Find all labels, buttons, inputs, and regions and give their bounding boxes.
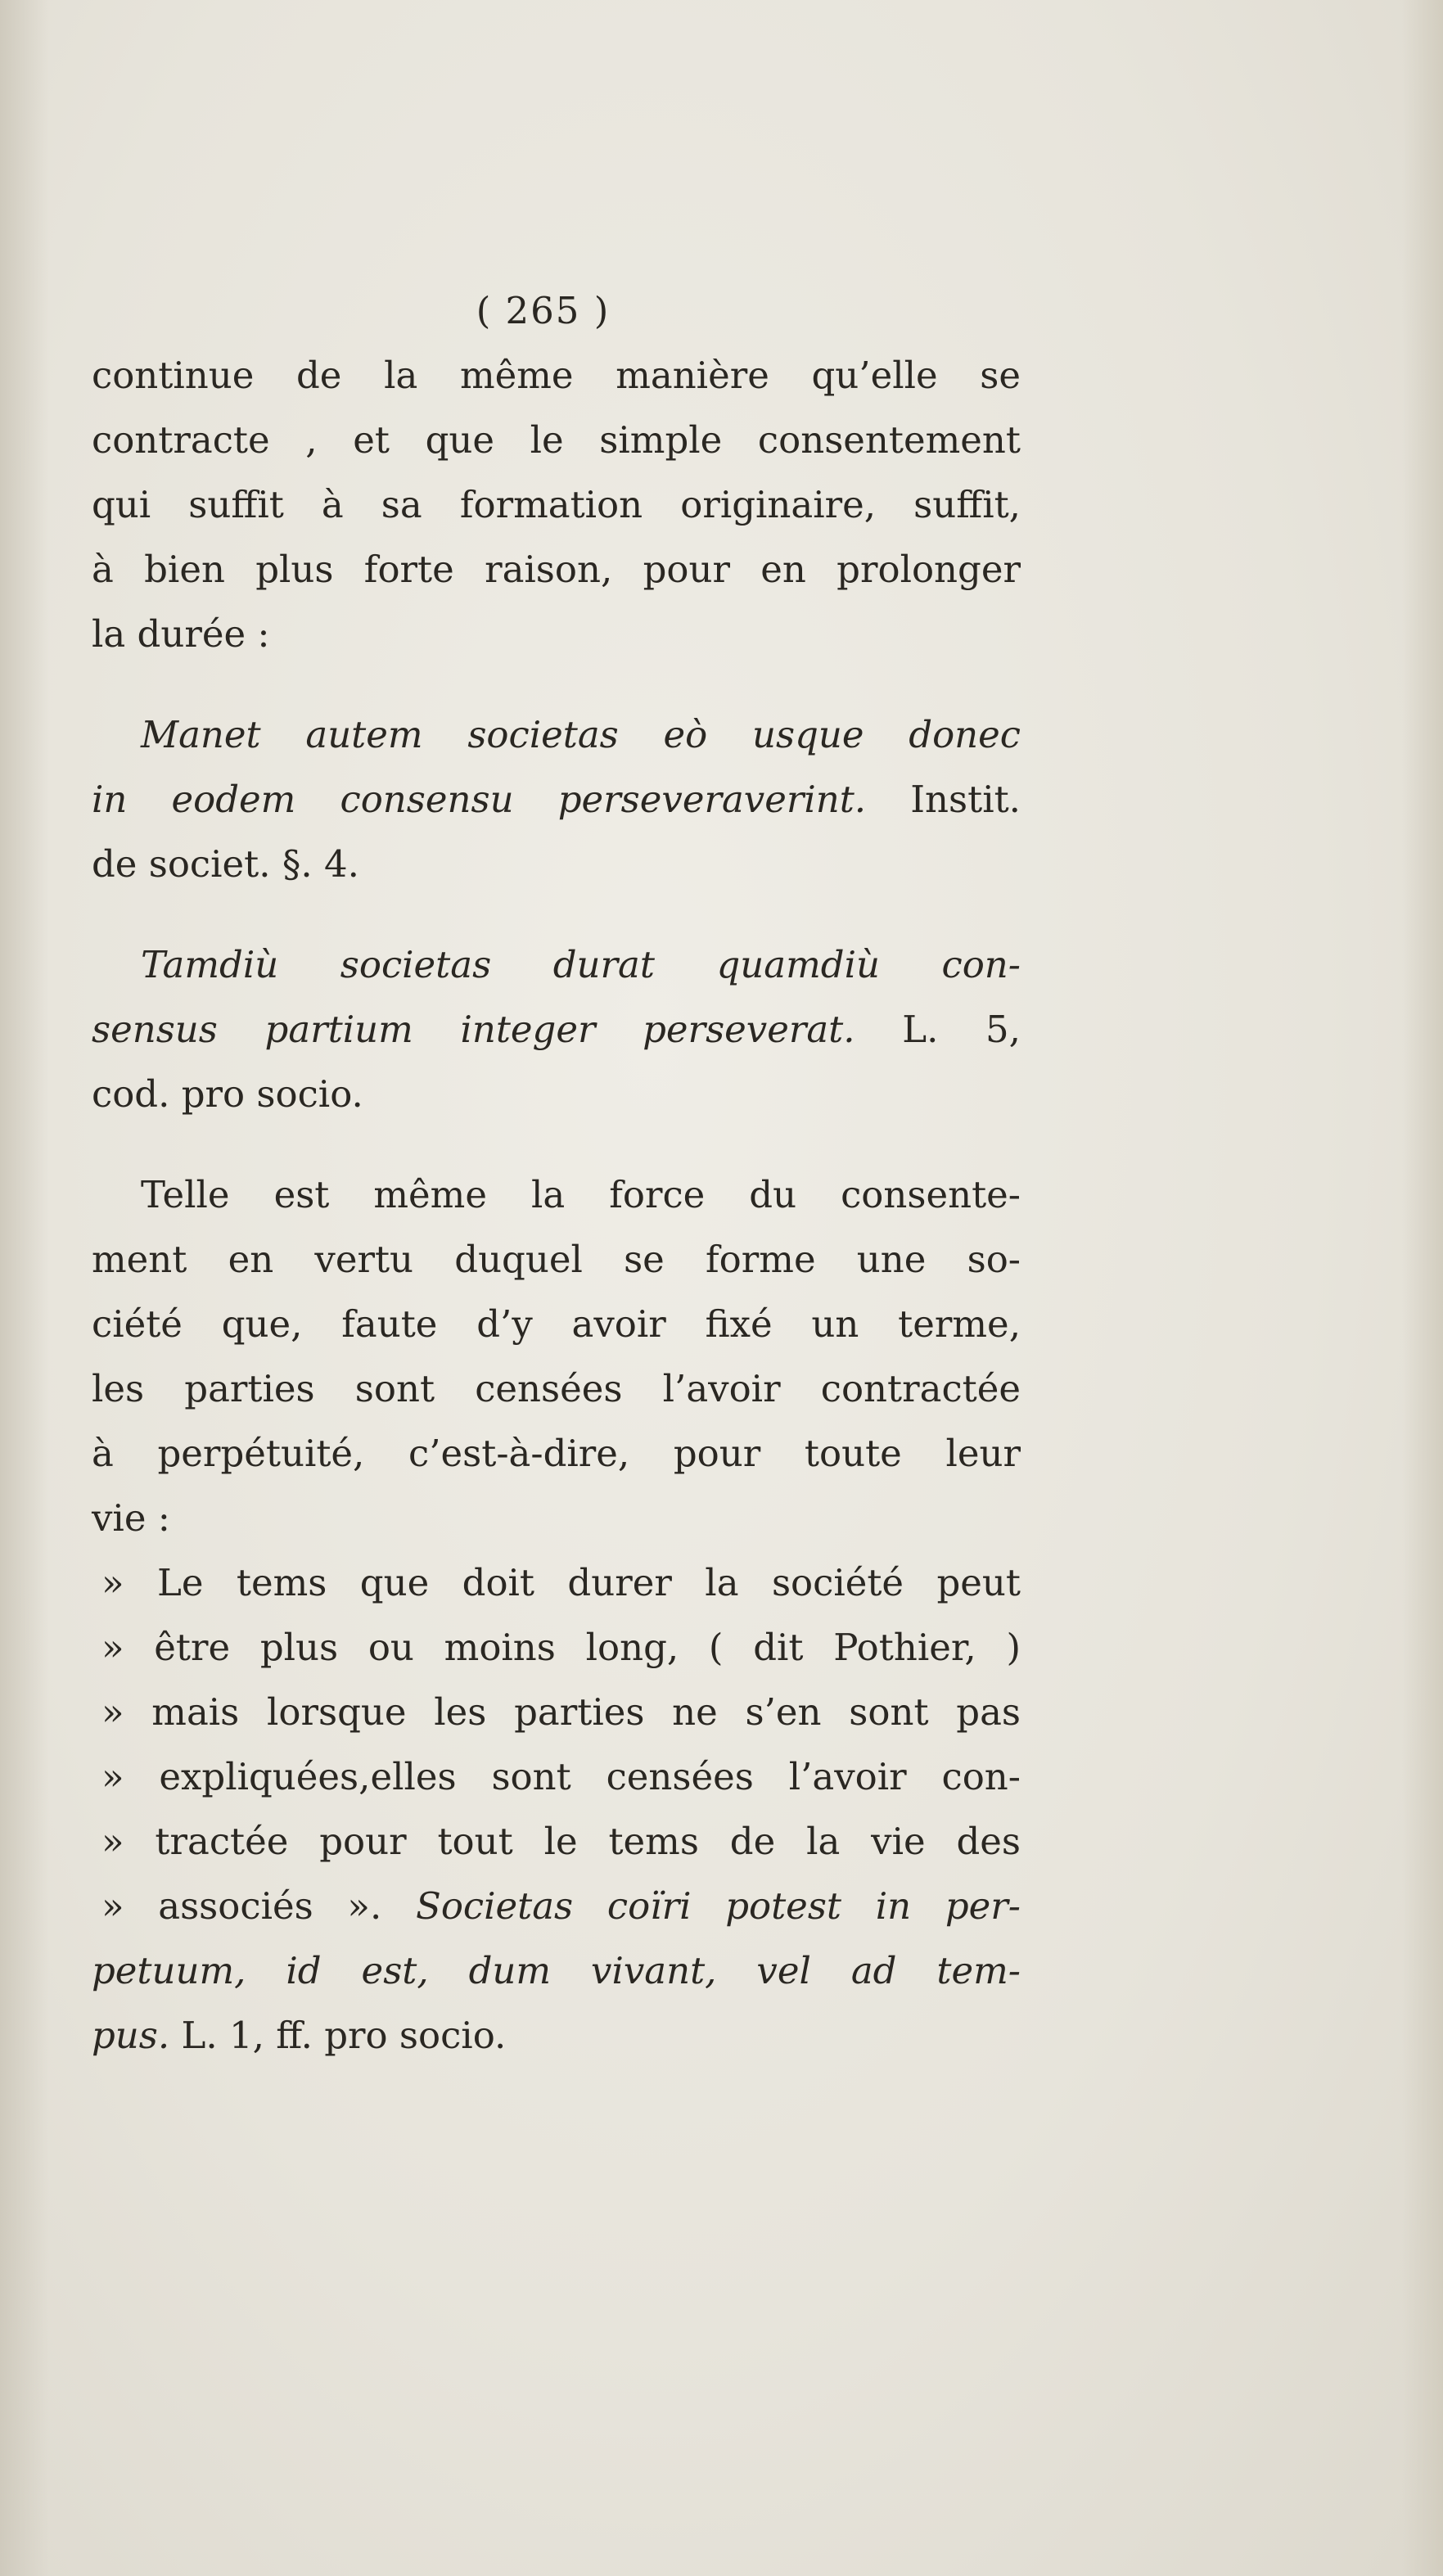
latin-italic: petuum, id est, dum vivant, vel ad tem- xyxy=(92,1949,1021,1992)
text-line: la durée : xyxy=(92,612,270,656)
latin-italic: in eodem consensu perseveraverint. xyxy=(92,778,867,821)
latin-italic: Societas coïri potest in per- xyxy=(381,1884,1021,1928)
citation-ref: L. 5, xyxy=(855,1008,1021,1051)
page-number: ( 265 ) xyxy=(476,289,611,332)
latin-quote-line xyxy=(92,997,1021,1062)
latin-quote-line xyxy=(92,702,1021,767)
citation-ref: L. 1, ff. pro socio. xyxy=(169,2014,507,2057)
pothier-quote-line: » mais lorsque les parties ne s’en sont pas xyxy=(101,1690,1021,1734)
pothier-quote-line: » Le tems que doit durer la société peut xyxy=(101,1561,1021,1604)
pothier-quote-line: » tractée pour tout le tems de la vie des xyxy=(101,1820,1021,1863)
page-text xyxy=(92,278,1021,2068)
text-line: ment en vertu duquel se forme une so- xyxy=(92,1238,1021,1281)
text-line: les parties sont censées l’avoir contractée xyxy=(92,1367,1021,1410)
citation-ref: Instit. xyxy=(866,778,1021,821)
latin-quote-line xyxy=(92,1938,1021,2003)
latin-italic: Manet autem societas eò usque donec xyxy=(141,713,1021,756)
text-line: ciété que, faute d’y avoir fixé un terme, xyxy=(92,1302,1021,1346)
latin-quote-line xyxy=(92,2003,1021,2068)
text-line: qui suffit à sa formation originaire, suffit, xyxy=(92,483,1021,526)
citation-ref: cod. pro socio. xyxy=(92,1072,363,1116)
text-line: continue de la même manière qu’elle se xyxy=(92,354,1021,397)
pothier-quote-line xyxy=(92,1874,1021,1938)
latin-italic: Tamdiù societas durat quamdiù con- xyxy=(141,943,1021,986)
text-line: à bien plus forte raison, pour en prolonger xyxy=(92,548,1021,591)
pothier-quote-line: » être plus ou moins long, ( dit Pothier, ) xyxy=(101,1626,1021,1669)
quote-close: » associés ». xyxy=(101,1884,382,1928)
pothier-quote-line: » expliquées,elles sont censées l’avoir con- xyxy=(101,1755,1021,1798)
latin-italic: pus. xyxy=(92,2014,170,2057)
text-line: à perpétuité, c’est-à-dire, pour toute leur xyxy=(92,1432,1021,1475)
text-line: Telle est même la force du consente- xyxy=(141,1173,1021,1216)
citation-ref: de societ. §. 4. xyxy=(92,842,359,886)
text-line: vie : xyxy=(92,1496,170,1540)
latin-italic: sensus partium integer perseverat. xyxy=(92,1008,855,1051)
latin-quote-line xyxy=(92,767,1021,832)
text-line: contracte , et que le simple consentement xyxy=(92,418,1021,462)
latin-quote-line xyxy=(92,932,1021,997)
